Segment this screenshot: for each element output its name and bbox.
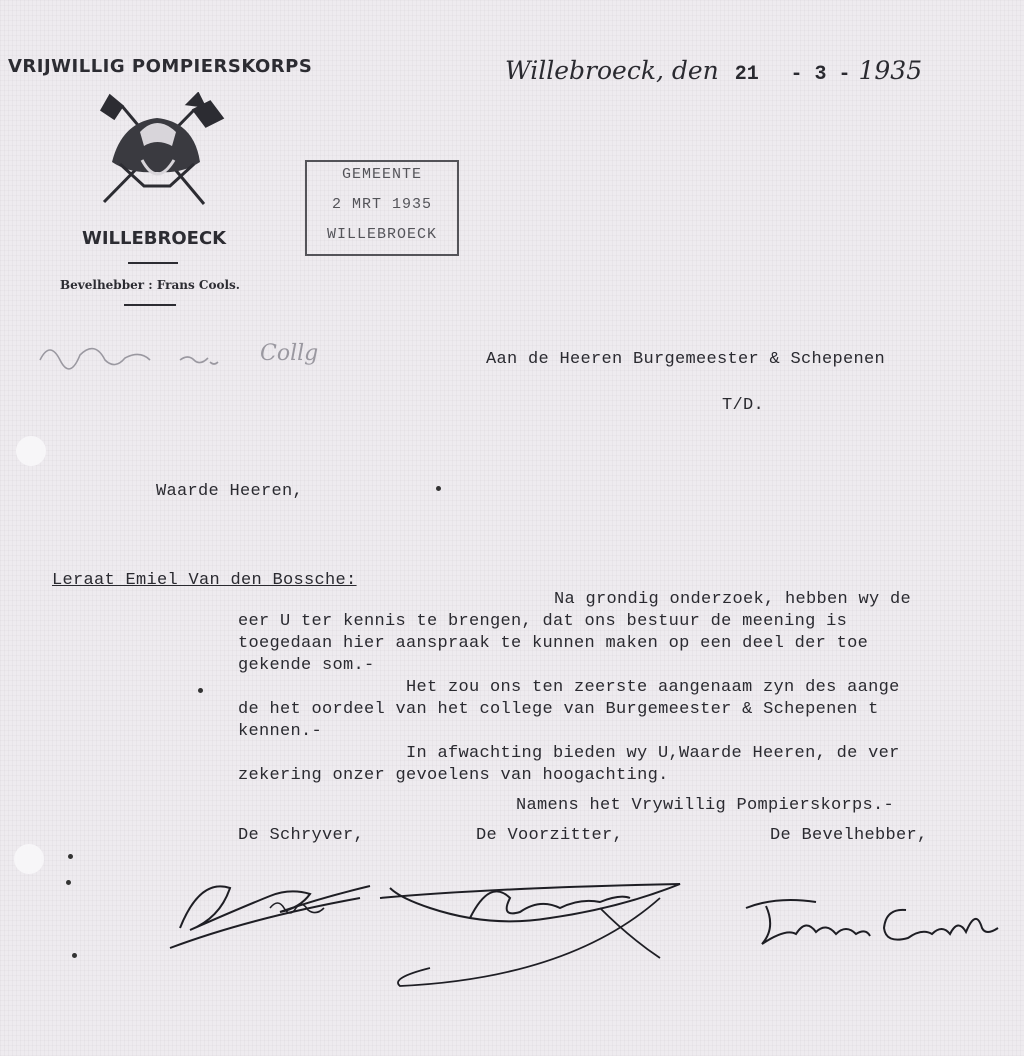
- stray-mark: [198, 688, 203, 693]
- stamp-line-2: 2 MRT 1935: [331, 196, 432, 213]
- closing-line: Namens het Vrywillig Pompierskorps.-: [516, 796, 895, 815]
- commander-title: De Bevelhebber,: [770, 826, 928, 845]
- recipient-abbrev: T/D.: [722, 396, 765, 415]
- date-day: 21: [734, 63, 759, 86]
- divider: [128, 262, 178, 264]
- body-line: zekering onzer gevoelens van hoogachting.: [238, 766, 669, 785]
- secretary-signature: [160, 868, 390, 958]
- body-line: In afwachting bieden wy U,Waarde Heeren, de ver: [406, 744, 900, 763]
- date-year: 1935: [858, 56, 923, 85]
- recipient: Aan de Heeren Burgemeester & Schepenen: [486, 350, 886, 369]
- town-name: WILLEBROECK: [82, 228, 227, 249]
- commander-line: Bevelhebber : Frans Cools.: [60, 278, 240, 292]
- marginal-note: Collg: [260, 341, 319, 366]
- chairman-signature: [370, 868, 700, 998]
- stray-mark: [66, 880, 71, 885]
- body-line: toegedaan hier aanspraak te kunnen maken op een deel der toe: [238, 634, 869, 653]
- body-line: eer U ter kennis te brengen, dat ons bestuur de meening is: [238, 612, 848, 631]
- date-month: - 3 -: [790, 63, 851, 86]
- body-line: gekende som.-: [238, 656, 375, 675]
- pencil-annotation: [30, 330, 370, 380]
- received-stamp: [305, 160, 459, 256]
- body-line: Het zou ons ten zeerste aangenaam zyn des aange: [406, 678, 900, 697]
- body-line: de het oordeel van het college van Burgemeester & Schepenen t: [238, 700, 879, 719]
- commander-signature: [736, 888, 1006, 958]
- stray-mark: [436, 486, 441, 491]
- subject-line: Leraat Emiel Van den Bossche:: [52, 571, 357, 590]
- fire-brigade-crest-icon: [82, 92, 232, 222]
- punch-hole: [14, 844, 44, 874]
- stamp-line-1: GEMEENTE: [341, 166, 422, 183]
- punch-hole: [16, 436, 46, 466]
- stray-mark: [72, 953, 77, 958]
- secretary-title: De Schryver,: [238, 826, 365, 845]
- date-place: Willebroeck, den: [505, 56, 719, 85]
- chairman-title: De Voorzitter,: [476, 826, 624, 845]
- organization-name: VRIJWILLIG POMPIERSKORPS: [8, 56, 313, 77]
- stamp-line-3: WILLEBROECK: [326, 226, 438, 243]
- body-line: kennen.-: [238, 722, 323, 741]
- stray-mark: [68, 854, 73, 859]
- date-line: [505, 56, 922, 86]
- salutation: Waarde Heeren,: [156, 482, 304, 501]
- body-line: Na grondig onderzoek, hebben wy de: [554, 590, 912, 609]
- divider: [124, 304, 176, 306]
